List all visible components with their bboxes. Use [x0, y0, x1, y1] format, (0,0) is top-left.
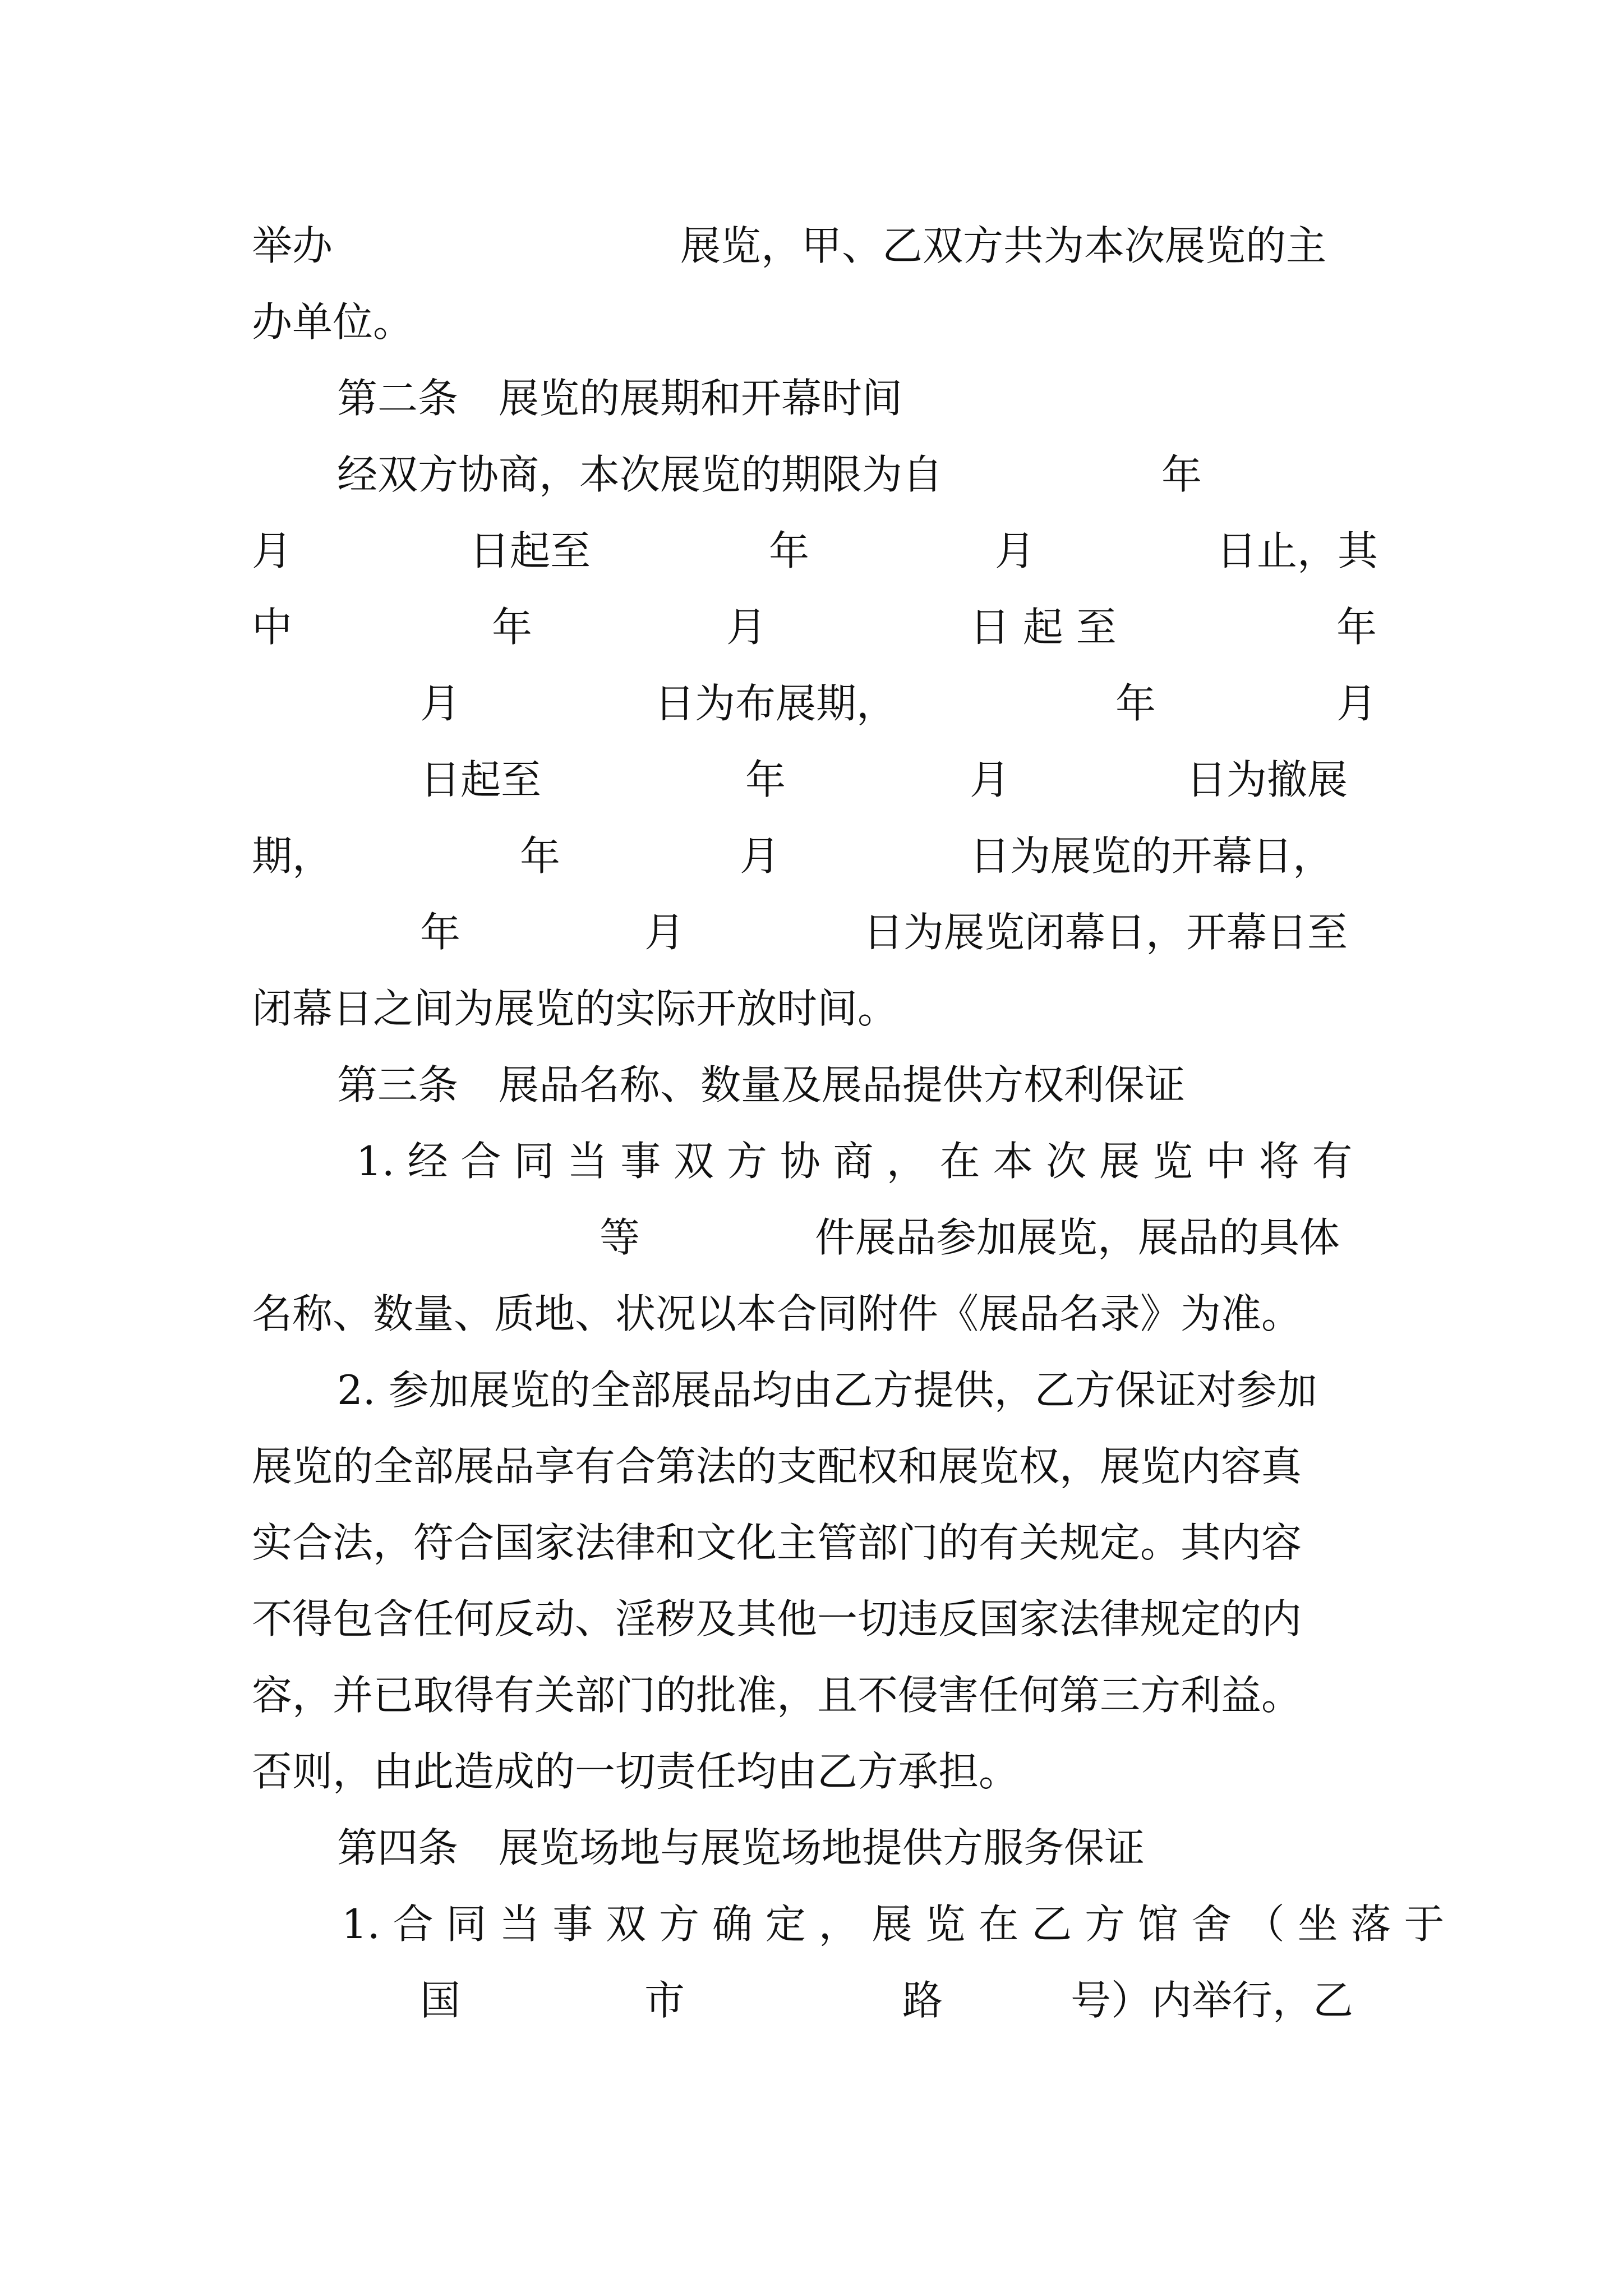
text-segment: 日 起 至: [970, 604, 1117, 651]
text-segment: 2. 参加展览的全部展品均由乙方提供，乙方保证对参加: [337, 1366, 1317, 1414]
text-segment: 年: [1115, 680, 1156, 727]
text-segment: 月: [970, 756, 1011, 803]
text-segment: 1. 合 同 当 事 双 方 确 定 ， 展 览 在 乙 方 馆 舍 （ 坐 落 于: [342, 1901, 1445, 1948]
text-segment: 件展品参加展览，展品的具体: [815, 1214, 1340, 1261]
text-line: [252, 513, 1376, 589]
text-line: [252, 1581, 1376, 1657]
text-segment: 年: [520, 832, 561, 880]
text-segment: 否则，由此造成的一切责任均由乙方承担。: [252, 1748, 1020, 1795]
text-segment: 闭幕日之间为展览的实际开放时间。: [252, 985, 898, 1032]
text-segment: 日起至: [420, 756, 542, 803]
text-segment: 号）内举行，乙: [1071, 1977, 1354, 2024]
text-segment: 年: [420, 909, 461, 956]
text-segment: 容，并已取得有关部门的批准，且不侵害任何第三方利益。: [252, 1672, 1302, 1719]
text-segment: 第四条 展览场地与展览场地提供方服务保证: [337, 1824, 1145, 1871]
text-line: [252, 1276, 1376, 1352]
text-line: [252, 970, 1376, 1047]
text-segment: 等: [600, 1214, 640, 1261]
text-segment: 日为撤展: [1186, 756, 1348, 803]
text-segment: 名称、数量、质地、状况以本合同附件《展品名录》为准。: [252, 1290, 1302, 1337]
article-heading: [252, 1810, 1376, 1886]
text-segment: 月: [644, 909, 685, 956]
text-segment: 办单位。: [252, 298, 414, 346]
text-segment: 日止，其: [1216, 527, 1378, 574]
text-segment: 月: [1336, 680, 1377, 727]
text-segment: 市: [644, 1977, 685, 2024]
text-line: [252, 1428, 1376, 1504]
article-heading: [252, 360, 1376, 436]
text-segment: 月: [252, 527, 293, 574]
article-heading: [252, 1047, 1376, 1123]
text-segment: 年: [492, 604, 533, 651]
text-segment: 日起至: [469, 527, 591, 574]
text-segment: 月: [995, 527, 1036, 574]
text-segment: 月: [420, 680, 461, 727]
text-segment: 月: [726, 604, 767, 651]
text-line: [252, 818, 1376, 894]
text-segment: 年: [745, 756, 786, 803]
text-line: [252, 1657, 1376, 1733]
text-segment: 举办: [252, 222, 333, 269]
text-line: [252, 284, 1376, 360]
text-line: [252, 665, 1376, 742]
text-segment: 日为展览的开幕日，: [970, 832, 1334, 880]
text-line: [252, 1504, 1376, 1581]
text-segment: 月: [740, 832, 781, 880]
text-segment: 第三条 展品名称、数量及展品提供方权利保证: [337, 1061, 1186, 1108]
text-line: [252, 1733, 1376, 1810]
text-line: [252, 742, 1376, 818]
text-segment: 年: [1161, 451, 1202, 498]
text-line: [252, 208, 1376, 284]
text-segment: 第二条 展览的展期和开幕时间: [337, 375, 903, 422]
text-segment: 展览，甲、乙双方共为本次展览的主: [680, 222, 1327, 269]
text-line: [252, 436, 1376, 513]
text-segment: 年: [1336, 604, 1377, 651]
text-line: [252, 1352, 1376, 1428]
text-line: [252, 894, 1376, 970]
text-line: [252, 1123, 1376, 1199]
text-segment: 经双方协商，本次展览的期限为自: [337, 451, 943, 498]
text-line: [252, 1199, 1376, 1276]
text-line: [252, 1886, 1445, 1962]
text-line: [252, 1962, 1376, 2039]
text-segment: 1. 经 合 同 当 事 双 方 协 商 ， 在 本 次 展 览 中 将 有: [356, 1138, 1353, 1185]
text-line: [252, 589, 1376, 665]
text-segment: 年: [769, 527, 810, 574]
text-segment: 展览的全部展品享有合第法的支配权和展览权，展览内容真: [252, 1443, 1302, 1490]
text-segment: 日为布展期，: [654, 680, 897, 727]
text-segment: 中: [252, 604, 293, 651]
text-segment: 不得包含任何反动、淫秽及其他一切违反国家法律规定的内: [252, 1595, 1302, 1642]
text-segment: 日为展览闭幕日，开幕日至: [863, 909, 1348, 956]
text-segment: 期，: [252, 832, 333, 880]
text-segment: 路: [902, 1977, 943, 2024]
text-segment: 国: [420, 1977, 461, 2024]
text-segment: 实合法，符合国家法律和文化主管部门的有关规定。其内容: [252, 1519, 1302, 1566]
